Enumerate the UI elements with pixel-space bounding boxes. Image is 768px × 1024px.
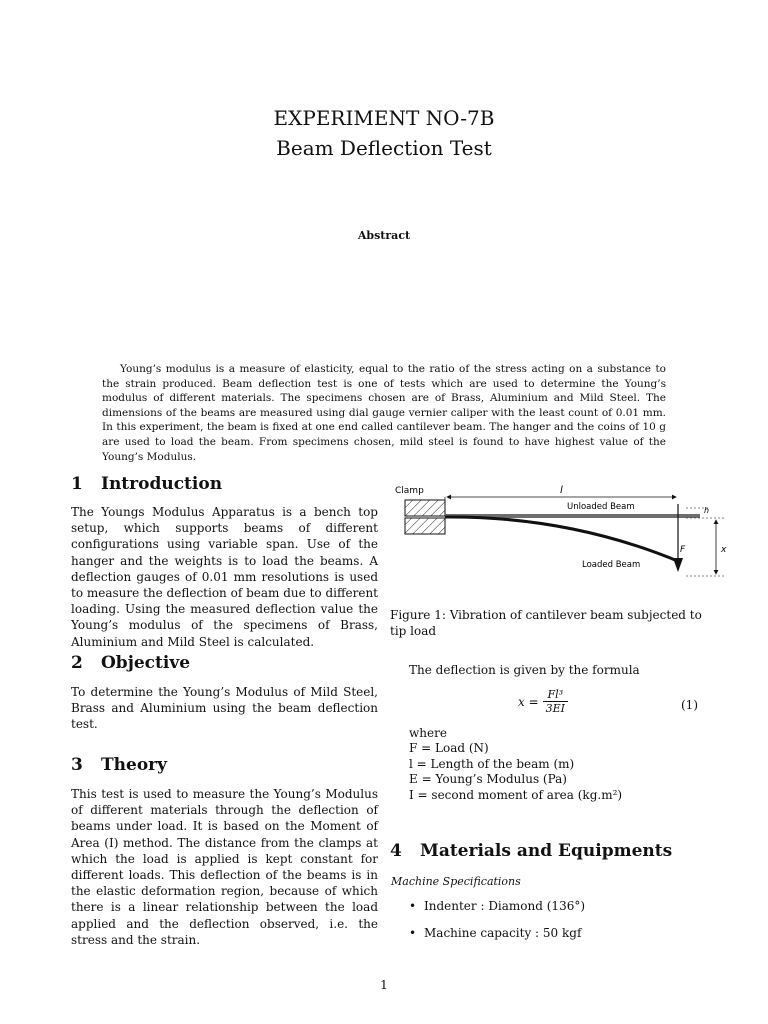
definition-modulus: E = Young’s Modulus (Pa) <box>409 772 567 786</box>
spec-capacity: Machine capacity : 50 kgf <box>424 926 582 940</box>
page-number: 1 <box>380 978 388 992</box>
formula-where: where <box>409 726 447 740</box>
spec-indenter: Indenter : Diamond (136°) <box>424 899 586 913</box>
section-number: 3 <box>71 755 83 775</box>
x-label: x <box>721 545 727 555</box>
clamp-top-block <box>405 500 445 516</box>
theory-body: This test is used to measure the Young’s Modulus of different materials through the deflection of beams under load. It is based on the Moment of Area (I) method. The distance from the clamps at which the load is applied is kept constant for different loads. This deflection of the beams is in the elastic deformation region, because of which there is a linear relationship between the load applied and the deflection observed, i.e. the stress and the strain. <box>71 787 378 947</box>
section-introduction-heading <box>71 474 222 494</box>
clamp-bottom-block <box>405 518 445 534</box>
section-title: Objective <box>101 653 191 673</box>
equation-fraction <box>543 688 568 715</box>
list-item <box>409 926 585 953</box>
force-label: F <box>680 545 686 555</box>
section-number: 2 <box>71 653 83 673</box>
objective-body: To determine the Young’s Modulus of Mild Steel, Brass and Aluminium using the beam deflection test. <box>71 685 378 732</box>
definition-moment-of-area: I = second moment of area (kg.m²) <box>409 788 623 802</box>
abstract-body: Young’s modulus is a measure of elasticity, equal to the ratio of the stress acting on a substance to the strain produced. Beam deflection test is one of tests which are used to determine the Young’s modulus of different materials. The specimens chosen are of Brass, Aluminium and Mild Steel. The dimensions of the beams are measured using dial gauge vernier caliper with the least count of 0.01 mm. In this experiment, the beam is fixed at one end called cantilever beam. The hanger and the coins of 10 g are used to load the beam. From specimens chosen, mild steel is found to have highest value of the Young’s Modulus. <box>102 363 666 463</box>
force-arrow-head <box>673 558 683 572</box>
equation-numerator: Fl³ <box>543 688 568 702</box>
section-title: Materials and Equipments <box>420 841 673 861</box>
bullet-icon: • <box>409 899 417 913</box>
length-label: l <box>560 485 563 496</box>
bullet-icon: • <box>409 926 417 940</box>
section-theory-heading <box>71 755 167 775</box>
list-item <box>409 899 585 926</box>
section-title: Theory <box>101 755 167 775</box>
machine-specifications-subheading: Machine Specifications <box>391 875 521 888</box>
deflection-equation <box>518 688 568 715</box>
h-label: h <box>704 506 710 515</box>
section-title: Introduction <box>101 474 223 494</box>
abstract-heading: Abstract <box>357 229 411 242</box>
section-materials-heading <box>390 841 672 861</box>
section-objective-heading <box>71 653 190 673</box>
machine-specifications-list <box>409 899 585 953</box>
introduction-body: The Youngs Modulus Apparatus is a bench top setup, which supports beams of different configurations using variable span. Use of the hanger and the weights is to load the beams. A deflection gauges of 0.01 mm resolutions is used to measure the deflection of beam due to different loading. Using the measured deflection value the Young’s modulus of the specimens of Brass, Aluminium and Mild Steel is calculated. <box>71 505 378 649</box>
definition-length: l = Length of the beam (m) <box>409 757 575 771</box>
formula-intro: The deflection is given by the formula <box>409 663 640 677</box>
cantilever-beam-figure <box>390 480 727 590</box>
clamp-label: Clamp <box>395 486 424 496</box>
equation-lhs: x = <box>518 694 539 709</box>
paper-subtitle: Beam Deflection Test <box>276 136 492 160</box>
loaded-beam <box>445 517 680 562</box>
definition-load: F = Load (N) <box>409 741 489 755</box>
paper-title: EXPERIMENT NO-7B <box>273 106 495 130</box>
loaded-beam-label: Loaded Beam <box>582 560 641 570</box>
section-number: 1 <box>71 474 83 494</box>
section-number: 4 <box>390 841 402 861</box>
figure-caption: Figure 1: Vibration of cantilever beam subjected to tip load <box>390 608 702 638</box>
unloaded-beam-label: Unloaded Beam <box>567 502 635 512</box>
equation-denominator: 3EI <box>545 702 566 715</box>
equation-number: (1) <box>681 698 698 712</box>
